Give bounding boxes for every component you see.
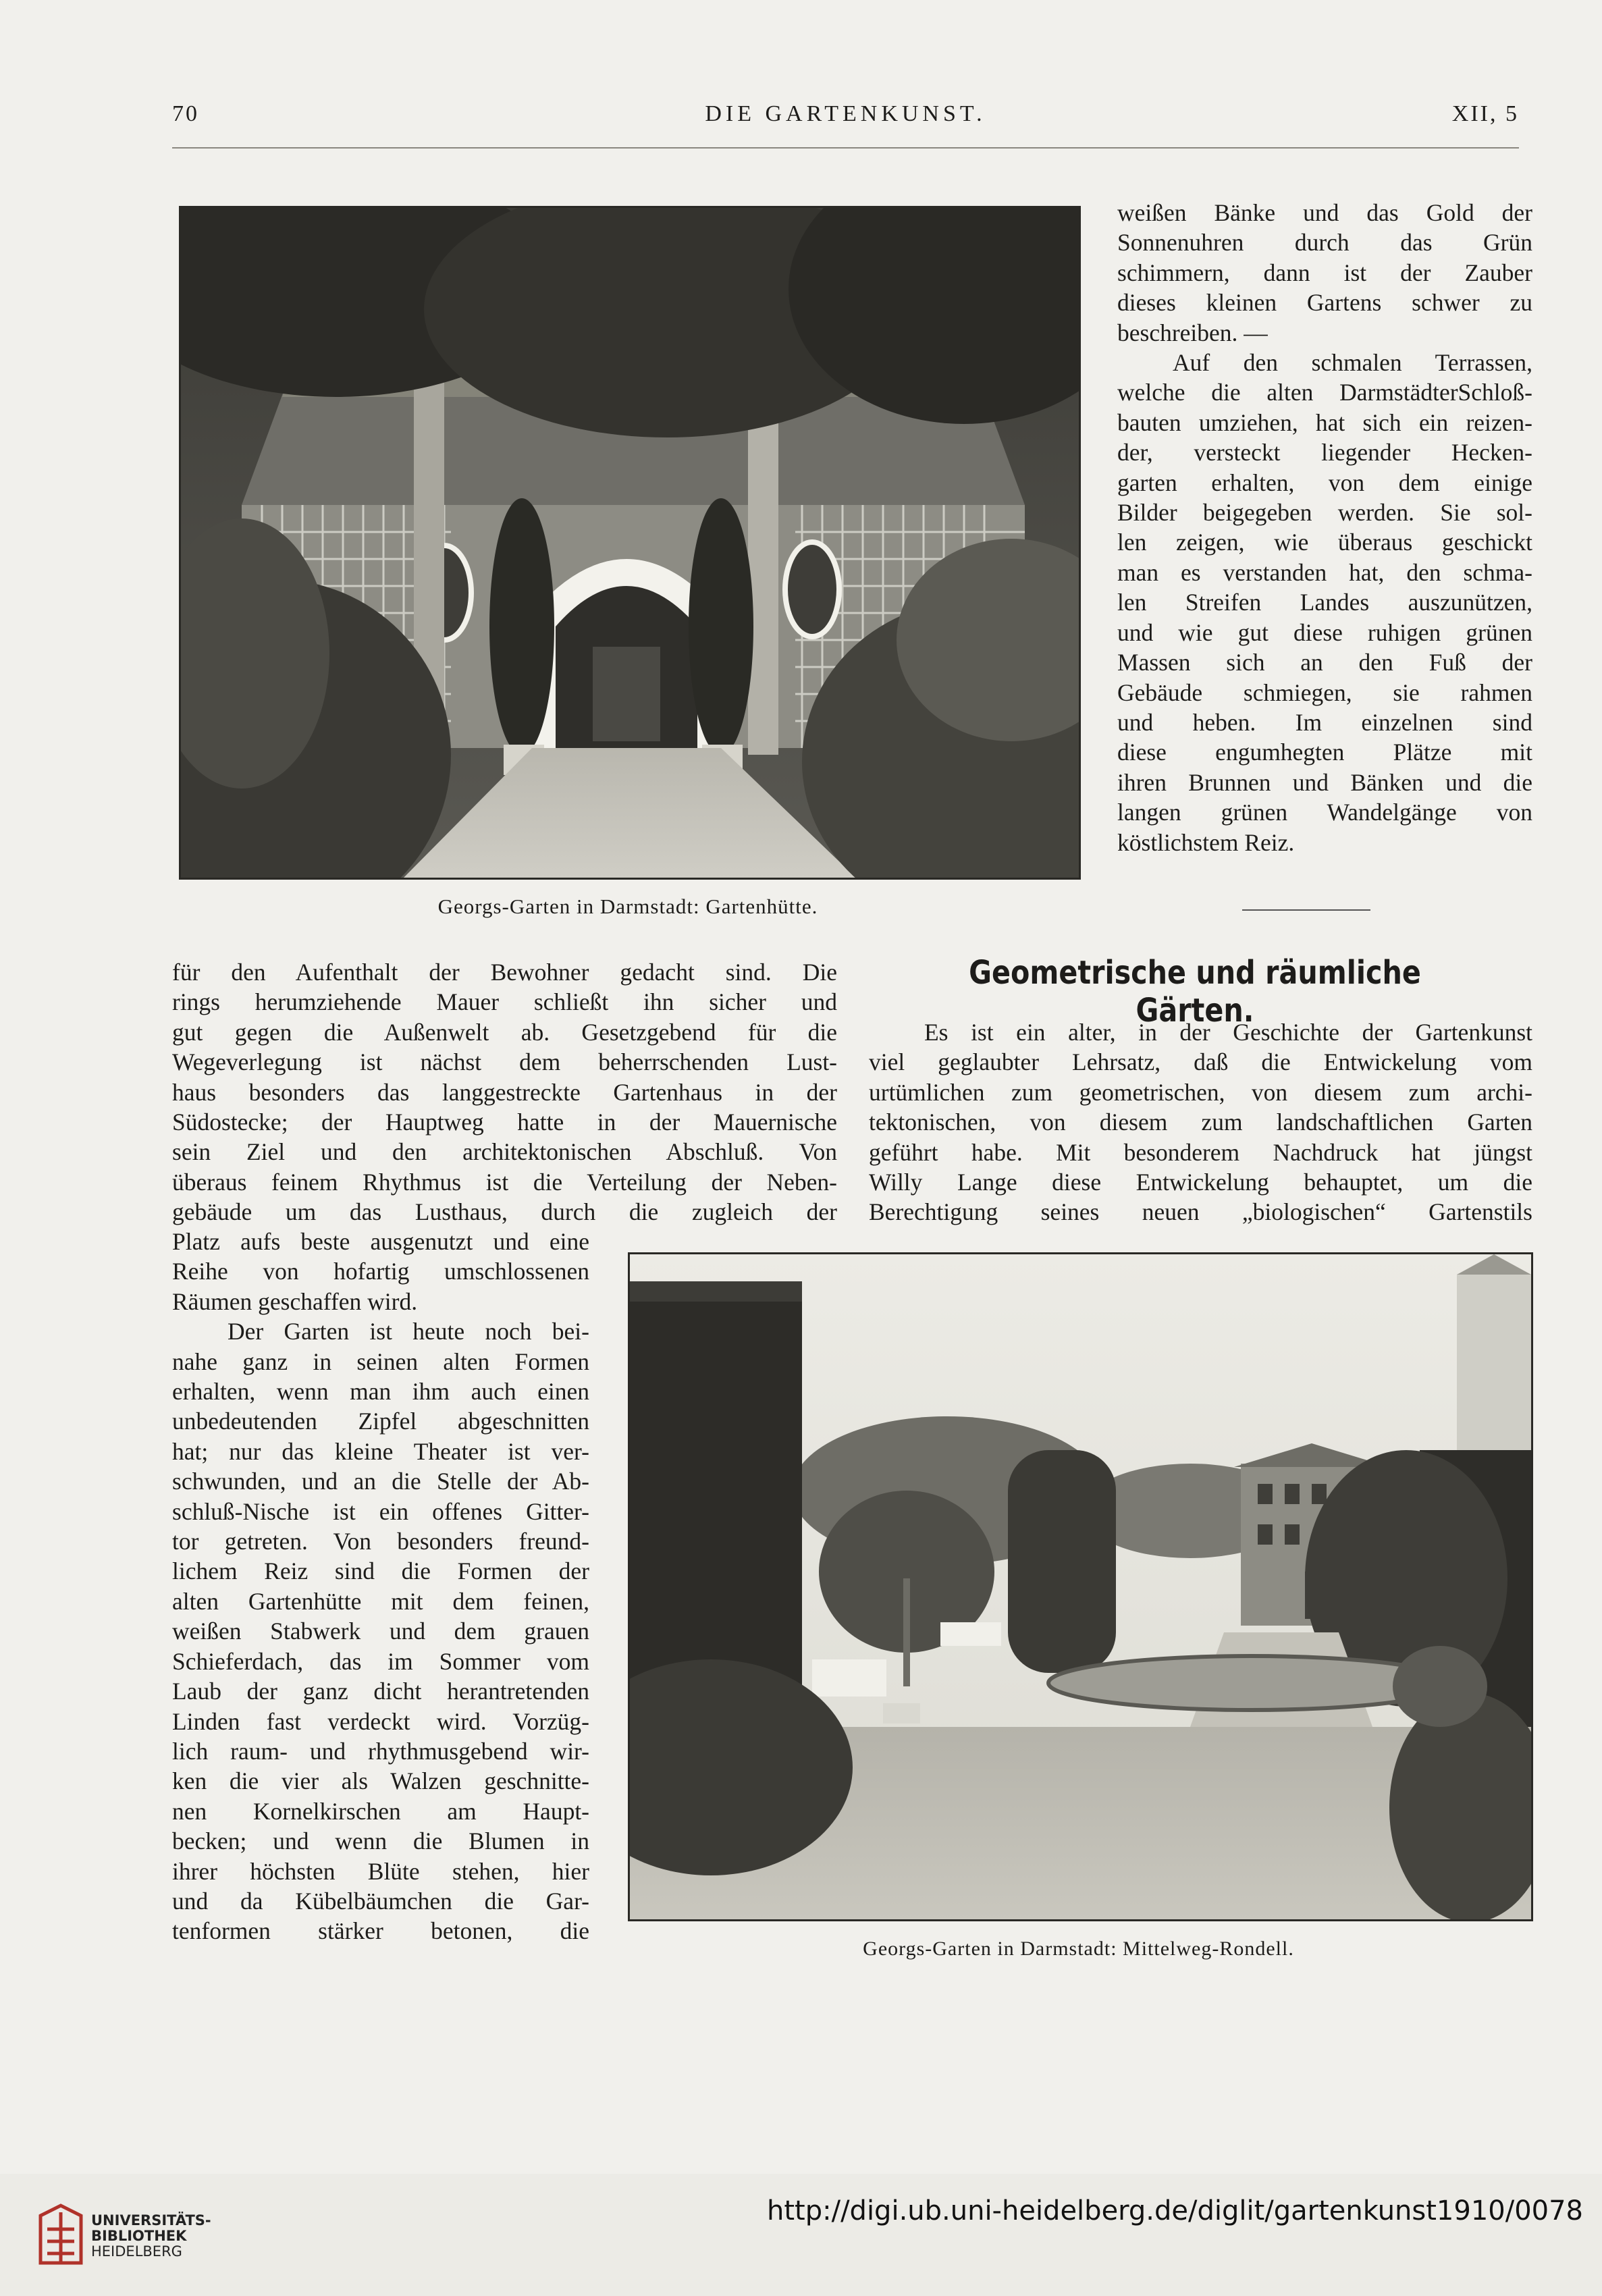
text-line: len Streifen Landes auszunützen,	[1117, 589, 1532, 616]
text-line: weißen Bänke und das Gold der	[1117, 199, 1532, 226]
text-line: tenformen stärker betonen, die	[172, 1917, 589, 1945]
footer-bar	[0, 2174, 1602, 2296]
text-line: Räumen geschaffen wird.	[172, 1287, 418, 1315]
text-line: Wegeverlegung ist nächst dem beherrschenden Lust-	[172, 1048, 837, 1076]
text-line: becken; und wenn die Blumen in	[172, 1827, 589, 1855]
text-line: köstlichstem Reiz.	[1117, 828, 1295, 856]
text-line: Laub der ganz dicht herantretenden	[172, 1678, 589, 1705]
text-line: Bilder beigegeben werden. Sie sol-	[1117, 499, 1532, 527]
text-line: Platz aufs beste ausgenutzt und eine	[172, 1228, 589, 1255]
text-line: Linden fast verdeckt wird. Vorzüg-	[172, 1707, 589, 1735]
text-line: und heben. Im einzelnen sind	[1117, 708, 1532, 736]
text-line: und wie gut diese ruhigen grünen	[1117, 618, 1532, 646]
volume-issue: XII, 5	[1451, 101, 1519, 126]
text-line: und da Kübelbäumchen die Gar-	[172, 1887, 589, 1915]
text-line: Berechtigung seines neuen „biologischen“ Gartenstils	[869, 1198, 1532, 1226]
rondell-caption: Georgs-Garten in Darmstadt: Mittelweg-Rondell.	[863, 1938, 1294, 1960]
page-number: 70	[172, 101, 199, 126]
text-line: hat; nur das kleine Theater ist ver-	[172, 1437, 589, 1465]
text-line: beschreiben. —	[1117, 319, 1268, 346]
text-line: schluß-Nische ist ein offenes Gitter-	[172, 1497, 589, 1525]
text-line: ken die vier als Walzen geschnitte-	[172, 1767, 589, 1795]
right-top-column	[1117, 198, 1532, 857]
library-line: UNIVERSITÄTS-	[91, 2212, 211, 2228]
text-line: bauten umziehen, hat sich ein reizen-	[1117, 408, 1532, 436]
text-line: langen grünen Wandelgänge von	[1117, 799, 1532, 826]
journal-title: DIE GARTENKUNST.	[705, 101, 986, 126]
text-line: Willy Lange diese Entwickelung behauptet, um die	[869, 1169, 1532, 1196]
text-line: für den Aufenthalt der Bewohner gedacht sind. Die	[172, 959, 837, 986]
text-line: Auf den schmalen Terrassen,	[1173, 349, 1532, 377]
text-line: diese engumhegten Plätze mit	[1117, 739, 1532, 766]
text-line: schwunden, und an die Stelle der Ab-	[172, 1468, 589, 1495]
library-name	[91, 2213, 211, 2260]
source-url[interactable]: http://digi.ub.uni-heidelberg.de/diglit/gartenkunst1910/0078	[767, 2195, 1583, 2226]
header-rule	[172, 147, 1519, 149]
text-line: dieses kleinen Gartens schwer zu	[1117, 289, 1532, 317]
text-line: sein Ziel und den architektonischen Abschluß. Von	[172, 1138, 837, 1166]
text-line: nahe ganz in seinen alten Formen	[172, 1347, 589, 1375]
text-line: Reihe von hofartig umschlossenen	[172, 1258, 589, 1285]
text-line: welche die alten DarmstädterSchloß-	[1117, 379, 1532, 406]
university-library-logo	[37, 2202, 84, 2267]
text-line: urtümlichen zum geometrischen, von diesem zum archi-	[869, 1078, 1532, 1106]
text-line: alten Gartenhütte mit dem feinen,	[172, 1587, 589, 1615]
text-line: rings herumziehende Mauer schließt ihn sicher und	[172, 988, 837, 1016]
text-line: tektonischen, von diesem zum landschaftlichen Garten	[869, 1109, 1532, 1136]
rondell-photo	[628, 1252, 1533, 1921]
section-heading: Geometrische und räumliche Gärten.	[969, 954, 1421, 1030]
section-separator	[1242, 909, 1370, 911]
library-line: BIBLIOTHEK	[91, 2228, 187, 2244]
text-line: überaus feinem Rhythmus ist die Verteilung der Neben-	[172, 1168, 837, 1196]
library-line: HEIDELBERG	[91, 2243, 182, 2260]
text-line: viel geglaubter Lehrsatz, daß die Entwickelung vom	[869, 1048, 1532, 1076]
text-line: lichem Reiz sind die Formen der	[172, 1557, 589, 1585]
text-line: Gebäude schmiegen, sie rahmen	[1117, 678, 1532, 706]
text-line: Massen sich an den Fuß der	[1117, 649, 1532, 676]
text-line: Sonnenuhren durch das Grün	[1117, 229, 1532, 257]
text-line: gebäude um das Lusthaus, durch die zugleich der	[172, 1198, 837, 1226]
text-line: garten erhalten, von dem einige	[1117, 469, 1532, 496]
text-line: geführt habe. Mit besonderem Nachdruck hat jüngst	[869, 1138, 1532, 1166]
text-line: schimmern, dann ist der Zauber	[1117, 259, 1532, 286]
text-line: lich raum- und rhythmusgebend wir-	[172, 1737, 589, 1765]
text-line: Es ist ein alter, in der Geschichte der Gartenkunst	[924, 1019, 1532, 1046]
section-body	[869, 1017, 1532, 1227]
text-line: haus besonders das langgestreckte Gartenhaus in der	[172, 1078, 837, 1106]
text-line: man es verstanden hat, den schma-	[1117, 558, 1532, 586]
text-line: unbedeutenden Zipfel abgeschnitten	[172, 1408, 589, 1435]
garden-hut-caption: Georgs-Garten in Darmstadt: Gartenhütte.	[437, 895, 818, 918]
text-line: gut gegen die Außenwelt ab. Gesetzgebend für die	[172, 1018, 837, 1046]
text-line: Südostecke; der Hauptweg hatte in der Mauernische	[172, 1109, 837, 1136]
text-line: len zeigen, wie überaus geschickt	[1117, 529, 1532, 556]
left-column-wide	[172, 957, 837, 1227]
running-header	[172, 101, 1519, 142]
text-line: der, versteckt liegender Hecken-	[1117, 439, 1532, 466]
text-line: nen Kornelkirschen am Haupt-	[172, 1797, 589, 1825]
garden-hut-photo	[179, 206, 1081, 880]
text-line: ihrer höchsten Blüte stehen, hier	[172, 1857, 589, 1885]
text-line: weißen Stabwerk und dem grauen	[172, 1618, 589, 1645]
text-line: tor getreten. Von besonders freund-	[172, 1528, 589, 1555]
text-line: ihren Brunnen und Bänken und die	[1117, 768, 1532, 796]
text-line: Schieferdach, das im Sommer vom	[172, 1647, 589, 1675]
text-line: erhalten, wenn man ihm auch einen	[172, 1378, 589, 1406]
text-line: Der Garten ist heute noch bei-	[228, 1318, 589, 1345]
left-column-narrow	[172, 1227, 589, 1946]
